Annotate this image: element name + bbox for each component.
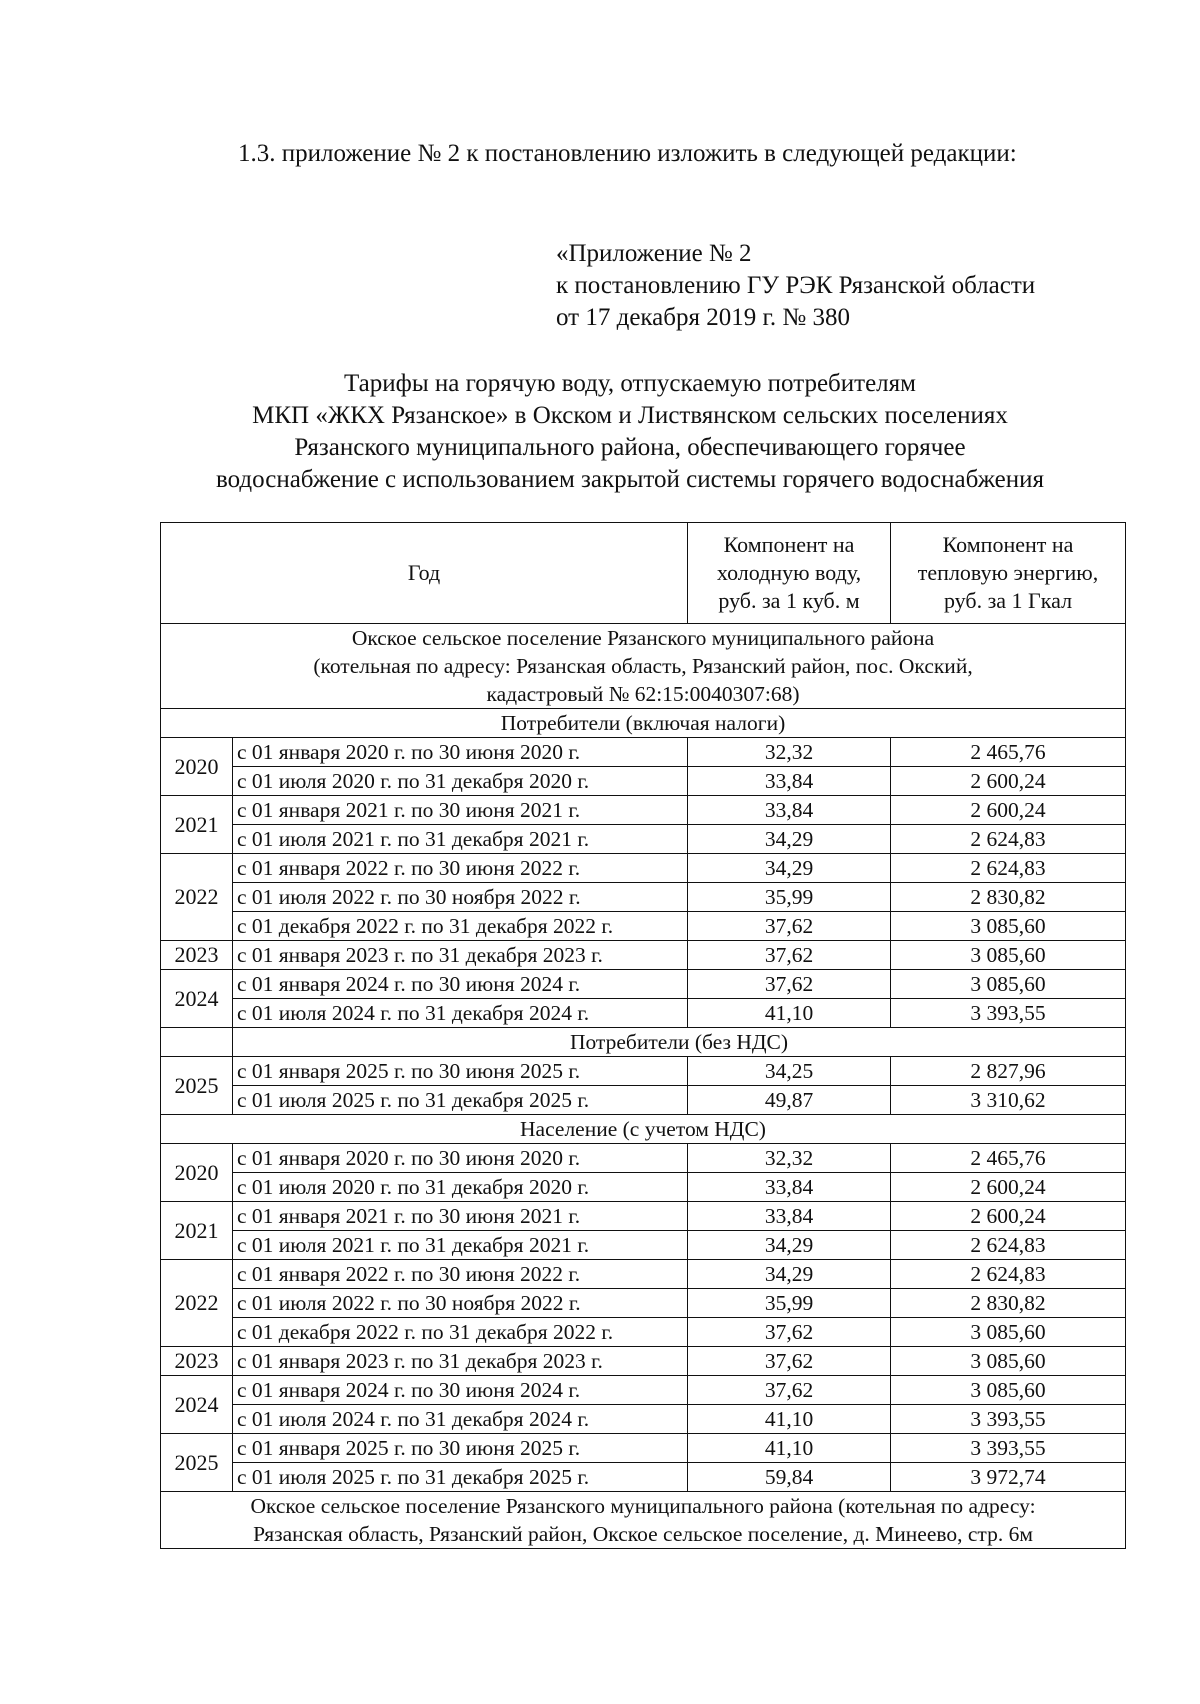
heat-energy-cell: 3 085,60	[891, 1347, 1126, 1376]
group-spacer-cell	[161, 1028, 233, 1057]
heat-energy-cell: 2 830,82	[891, 1289, 1126, 1318]
period-cell: с 01 июля 2024 г. по 31 декабря 2024 г.	[233, 1405, 688, 1434]
cold-water-cell: 33,84	[688, 1202, 891, 1231]
title-line-4: водоснабжение с использованием закрытой системы горячего водоснабжения	[215, 466, 1045, 493]
group-row	[161, 1028, 1126, 1057]
table-row	[161, 999, 1126, 1028]
period-cell: с 01 января 2022 г. по 30 июня 2022 г.	[233, 1260, 688, 1289]
year-cell: 2022	[161, 1260, 233, 1347]
heat-energy-cell: 3 085,60	[891, 941, 1126, 970]
table-header-row	[161, 523, 1126, 624]
section-2-line-1: Окское сельское поселение Рязанского муниципального района (котельная по адресу:	[250, 1494, 1036, 1518]
section-1-line-2: (котельная по адресу: Рязанская область, Рязанский район, пос. Окский,	[313, 654, 973, 678]
cold-water-cell: 32,32	[688, 1144, 891, 1173]
cold-water-cell: 41,10	[688, 1405, 891, 1434]
section-row	[161, 1492, 1126, 1549]
cold-water-cell: 35,99	[688, 883, 891, 912]
cold-water-cell: 59,84	[688, 1463, 891, 1492]
table-row	[161, 767, 1126, 796]
period-cell: с 01 июля 2020 г. по 31 декабря 2020 г.	[233, 767, 688, 796]
table-row	[161, 1318, 1126, 1347]
header-heat-line-2: тепловую энергию,	[917, 560, 1099, 585]
period-cell: с 01 июля 2022 г. по 30 ноября 2022 г.	[233, 1289, 688, 1318]
cold-water-cell: 32,32	[688, 738, 891, 767]
table-row	[161, 1144, 1126, 1173]
table-row	[161, 825, 1126, 854]
period-cell: с 01 июля 2022 г. по 30 ноября 2022 г.	[233, 883, 688, 912]
table-row	[161, 1347, 1126, 1376]
title-line-3: Рязанского муниципального района, обеспечивающего горячее	[294, 434, 966, 461]
period-cell: с 01 июля 2021 г. по 31 декабря 2021 г.	[233, 825, 688, 854]
header-cold-line-2: холодную воду,	[716, 560, 862, 585]
cold-water-cell: 41,10	[688, 1434, 891, 1463]
year-cell: 2021	[161, 1202, 233, 1260]
table-row	[161, 1202, 1126, 1231]
heat-energy-cell: 2 830,82	[891, 883, 1126, 912]
cold-water-cell: 34,29	[688, 854, 891, 883]
period-cell: с 01 января 2022 г. по 30 июня 2022 г.	[233, 854, 688, 883]
heat-energy-cell: 3 393,55	[891, 999, 1126, 1028]
year-cell: 2025	[161, 1434, 233, 1492]
period-cell: с 01 января 2025 г. по 30 июня 2025 г.	[233, 1057, 688, 1086]
heat-energy-cell: 3 393,55	[891, 1405, 1126, 1434]
heat-energy-cell: 2 624,83	[891, 825, 1126, 854]
cold-water-cell: 33,84	[688, 796, 891, 825]
cold-water-cell: 37,62	[688, 912, 891, 941]
heat-energy-cell: 2 624,83	[891, 854, 1126, 883]
period-cell: с 01 декабря 2022 г. по 31 декабря 2022 г.	[233, 912, 688, 941]
period-cell: с 01 января 2023 г. по 31 декабря 2023 г.	[233, 1347, 688, 1376]
annex-header	[556, 238, 1035, 334]
cold-water-cell: 33,84	[688, 1173, 891, 1202]
group-heading-consumers-incl-taxes: Потребители (включая налоги)	[161, 709, 1126, 738]
table-row	[161, 1463, 1126, 1492]
group-row	[161, 709, 1126, 738]
period-cell: с 01 июля 2024 г. по 31 декабря 2024 г.	[233, 999, 688, 1028]
table-row	[161, 1173, 1126, 1202]
header-year: Год	[161, 523, 688, 624]
cold-water-cell: 49,87	[688, 1086, 891, 1115]
period-cell: с 01 января 2025 г. по 30 июня 2025 г.	[233, 1434, 688, 1463]
year-cell: 2020	[161, 738, 233, 796]
table-row	[161, 1434, 1126, 1463]
cold-water-cell: 34,29	[688, 825, 891, 854]
section-heading-oksky	[161, 624, 1126, 709]
heat-energy-cell: 3 393,55	[891, 1434, 1126, 1463]
period-cell: с 01 декабря 2022 г. по 31 декабря 2022 г.	[233, 1318, 688, 1347]
year-cell: 2020	[161, 1144, 233, 1202]
heat-energy-cell: 3 085,60	[891, 912, 1126, 941]
table-row	[161, 883, 1126, 912]
document-title	[150, 368, 1110, 496]
table-row	[161, 1405, 1126, 1434]
intro-paragraph: 1.3. приложение № 2 к постановлению изложить в следующей редакции:	[238, 140, 1017, 167]
annex-line-2: к постановлению ГУ РЭК Рязанской области	[556, 272, 1036, 299]
year-cell: 2023	[161, 941, 233, 970]
period-cell: с 01 января 2024 г. по 30 июня 2024 г.	[233, 1376, 688, 1405]
table-row	[161, 912, 1126, 941]
heat-energy-cell: 2 624,83	[891, 1260, 1126, 1289]
header-cold-line-3: руб. за 1 куб. м	[718, 588, 860, 613]
table-row	[161, 1231, 1126, 1260]
section-1-line-3: кадастровый № 62:15:0040307:68)	[486, 682, 800, 706]
heat-energy-cell: 3 085,60	[891, 1376, 1126, 1405]
heat-energy-cell: 3 310,62	[891, 1086, 1126, 1115]
period-cell: с 01 июля 2025 г. по 31 декабря 2025 г.	[233, 1086, 688, 1115]
annex-line-1: «Приложение № 2	[556, 240, 752, 267]
heat-energy-cell: 2 624,83	[891, 1231, 1126, 1260]
group-heading-consumers-excl-vat: Потребители (без НДС)	[233, 1028, 1126, 1057]
heat-energy-cell: 2 827,96	[891, 1057, 1126, 1086]
table-row	[161, 1376, 1126, 1405]
period-cell: с 01 января 2023 г. по 31 декабря 2023 г.	[233, 941, 688, 970]
year-cell: 2025	[161, 1057, 233, 1115]
period-cell: с 01 июля 2021 г. по 31 декабря 2021 г.	[233, 1231, 688, 1260]
group-heading-population-incl-vat: Население (с учетом НДС)	[161, 1115, 1126, 1144]
table-row	[161, 1086, 1126, 1115]
cold-water-cell: 34,25	[688, 1057, 891, 1086]
year-cell: 2022	[161, 854, 233, 941]
section-2-line-2: Рязанская область, Рязанский район, Окское сельское поселение, д. Минеево, стр. 6м	[253, 1522, 1033, 1546]
cold-water-cell: 37,62	[688, 970, 891, 999]
year-cell: 2024	[161, 970, 233, 1028]
section-heading-mineevo	[161, 1492, 1126, 1549]
heat-energy-cell: 2 600,24	[891, 1202, 1126, 1231]
period-cell: с 01 января 2020 г. по 30 июня 2020 г.	[233, 1144, 688, 1173]
period-cell: с 01 января 2020 г. по 30 июня 2020 г.	[233, 738, 688, 767]
section-1-line-1: Окское сельское поселение Рязанского муниципального района	[351, 626, 935, 650]
table-row	[161, 1057, 1126, 1086]
table-row	[161, 738, 1126, 767]
heat-energy-cell: 3 972,74	[891, 1463, 1126, 1492]
heat-energy-cell: 3 085,60	[891, 970, 1126, 999]
table-row	[161, 854, 1126, 883]
year-cell: 2021	[161, 796, 233, 854]
header-cold-line-1: Компонент на	[723, 532, 855, 557]
period-cell: с 01 января 2021 г. по 30 июня 2021 г.	[233, 796, 688, 825]
period-cell: с 01 января 2021 г. по 30 июня 2021 г.	[233, 1202, 688, 1231]
header-heat-energy	[891, 523, 1126, 624]
heat-energy-cell: 2 465,76	[891, 1144, 1126, 1173]
cold-water-cell: 37,62	[688, 1376, 891, 1405]
header-heat-line-1: Компонент на	[942, 532, 1074, 557]
year-cell: 2023	[161, 1347, 233, 1376]
group-row	[161, 1115, 1126, 1144]
header-heat-line-3: руб. за 1 Гкал	[943, 588, 1073, 613]
table-row	[161, 1260, 1126, 1289]
cold-water-cell: 34,29	[688, 1231, 891, 1260]
period-cell: с 01 января 2024 г. по 30 июня 2024 г.	[233, 970, 688, 999]
tariff-table	[160, 522, 1126, 1549]
heat-energy-cell: 2 465,76	[891, 738, 1126, 767]
cold-water-cell: 37,62	[688, 941, 891, 970]
cold-water-cell: 37,62	[688, 1347, 891, 1376]
header-cold-water	[688, 523, 891, 624]
year-cell: 2024	[161, 1376, 233, 1434]
table-row	[161, 796, 1126, 825]
table-row	[161, 941, 1126, 970]
title-line-1: Тарифы на горячую воду, отпускаемую потребителям	[344, 370, 916, 397]
heat-energy-cell: 2 600,24	[891, 767, 1126, 796]
heat-energy-cell: 3 085,60	[891, 1318, 1126, 1347]
cold-water-cell: 34,29	[688, 1260, 891, 1289]
cold-water-cell: 35,99	[688, 1289, 891, 1318]
section-row	[161, 624, 1126, 709]
table-row	[161, 1289, 1126, 1318]
period-cell: с 01 июля 2025 г. по 31 декабря 2025 г.	[233, 1463, 688, 1492]
cold-water-cell: 33,84	[688, 767, 891, 796]
title-line-2: МКП «ЖКХ Рязанское» в Окском и Листвянском сельских поселениях	[252, 402, 1008, 429]
table-row	[161, 970, 1126, 999]
cold-water-cell: 37,62	[688, 1318, 891, 1347]
annex-line-3: от 17 декабря 2019 г. № 380	[556, 304, 851, 331]
heat-energy-cell: 2 600,24	[891, 1173, 1126, 1202]
period-cell: с 01 июля 2020 г. по 31 декабря 2020 г.	[233, 1173, 688, 1202]
heat-energy-cell: 2 600,24	[891, 796, 1126, 825]
cold-water-cell: 41,10	[688, 999, 891, 1028]
